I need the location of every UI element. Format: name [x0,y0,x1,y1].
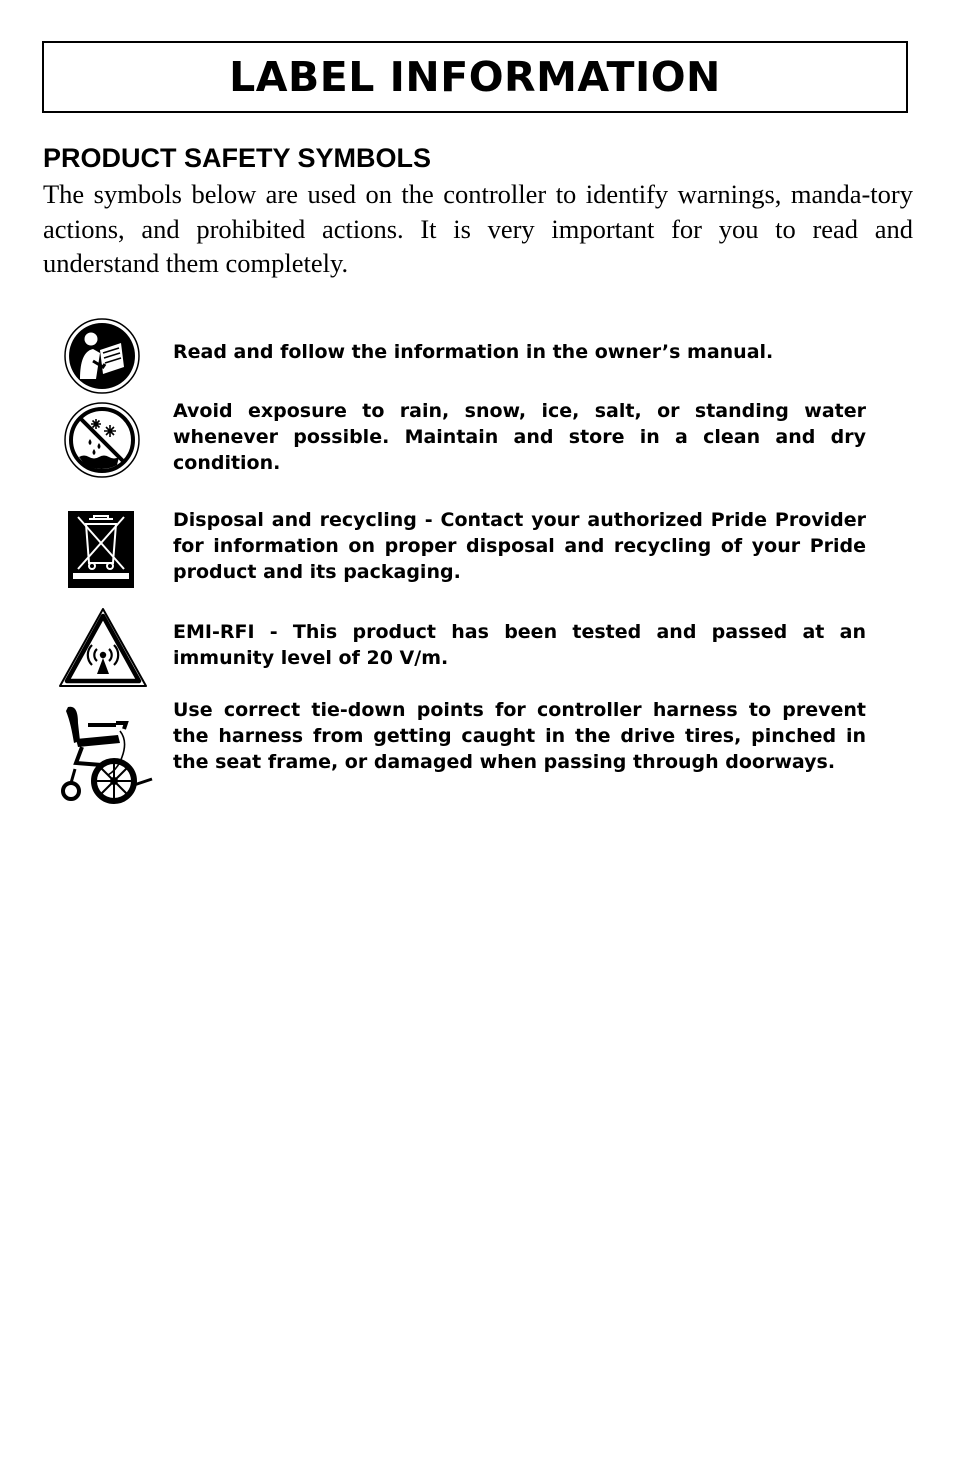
page-title: LABEL INFORMATION [229,52,721,101]
no-water-exposure-icon [63,401,141,479]
symbol-text-water: Avoid exposure to rain, snow, ice, salt, or standing water whenever possible. Maintain and store in a clean and dry condition. [173,400,866,474]
section-heading: PRODUCT SAFETY SYMBOLS [43,143,432,173]
symbol-text-manual: Read and follow the information in the owner’s manual. [173,341,774,363]
emi-rfi-warning-icon [58,607,148,689]
symbol-text-harness: Use correct tie-down points for controller harness to prevent the harness from getting caught in the drive tires, pinched in the seat frame, or damaged when passing through doorways. [173,699,866,773]
power-chair-harness-icon [58,701,154,807]
page-title-box [42,41,908,113]
crossed-out-bin-icon [68,511,134,588]
read-manual-icon [63,317,141,395]
symbol-text-disposal: Disposal and recycling - Contact your authorized Pride Provider for information on proper disposal and recycling of your Pride product and its packaging. [173,509,866,583]
symbol-text-emi: EMI-RFI - This product has been tested and passed at an immunity level of 20 V/m. [173,621,866,669]
intro-paragraph: The symbols below are used on the controller to identify warnings, manda-tory actions, and prohibited actions. It is very important for you to read and understand them completely. [43,179,913,278]
